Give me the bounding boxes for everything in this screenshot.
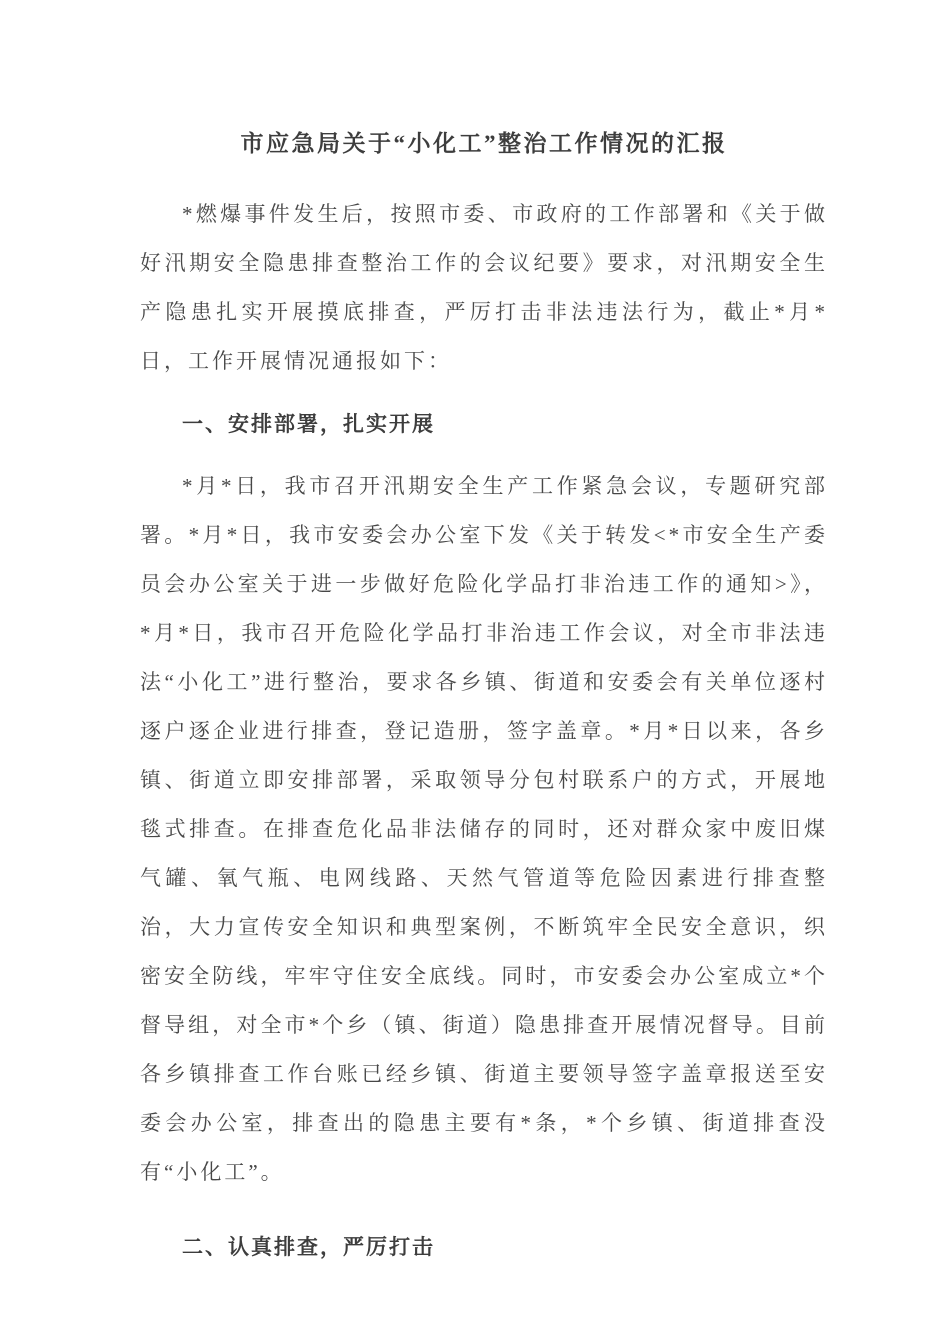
section-1-heading: 一、安排部署，扎实开展 — [182, 412, 435, 436]
section-1-paragraph: *月*日，我市召开汛期安全生产工作紧急会议，专题研究部署。*月*日，我市安委会办公室下发《关于转发<*市安全生产委员会办公室关于进一步做好危险化学品打非治违工作的通知>》，*月*日，我市召开危险化学品打非治违工作会议，对全市非法违法“小化工”进行整治，要求各乡镇、街道和安委会有关单位逐村逐户逐企业进行排查，登记造册，签字盖章。*月*日以来，各乡镇、街道立即安排部署，采取领导分包村联系户的方式，开展地毯式排查。在排查危化品非法储存的同时，还对群众家中废旧煤气罐、氧气瓶、电网线路、天然气管道等危险因素进行排查整治，大力宣传安全知识和典型案例，不断筑牢全民安全意识，织密安全防线，牢牢守住安全底线。同时，市安委会办公室成立*个督导组，对全市*个乡（镇、街道）隐患排查开展情况督导。目前各乡镇排查工作台账已经乡镇、街道主要领导签字盖章报送至安委会办公室，排查出的隐患主要有*条，*个乡镇、街道排查没有“小化工”。 — [140, 474, 828, 1184]
document-title: 市应急局关于“小化工”整治工作情况的汇报 — [240, 131, 728, 156]
intro-paragraph: *燃爆事件发生后，按照市委、市政府的工作部署和《关于做好汛期安全隐患排查整治工作的会议纪要》要求，对汛期安全生产隐患扎实开展摸底排查，严厉打击非法违法行为，截止*月*日，工作开展情况通报如下： — [140, 202, 828, 373]
section-2-heading: 二、认真排查，严厉打击 — [182, 1235, 435, 1259]
